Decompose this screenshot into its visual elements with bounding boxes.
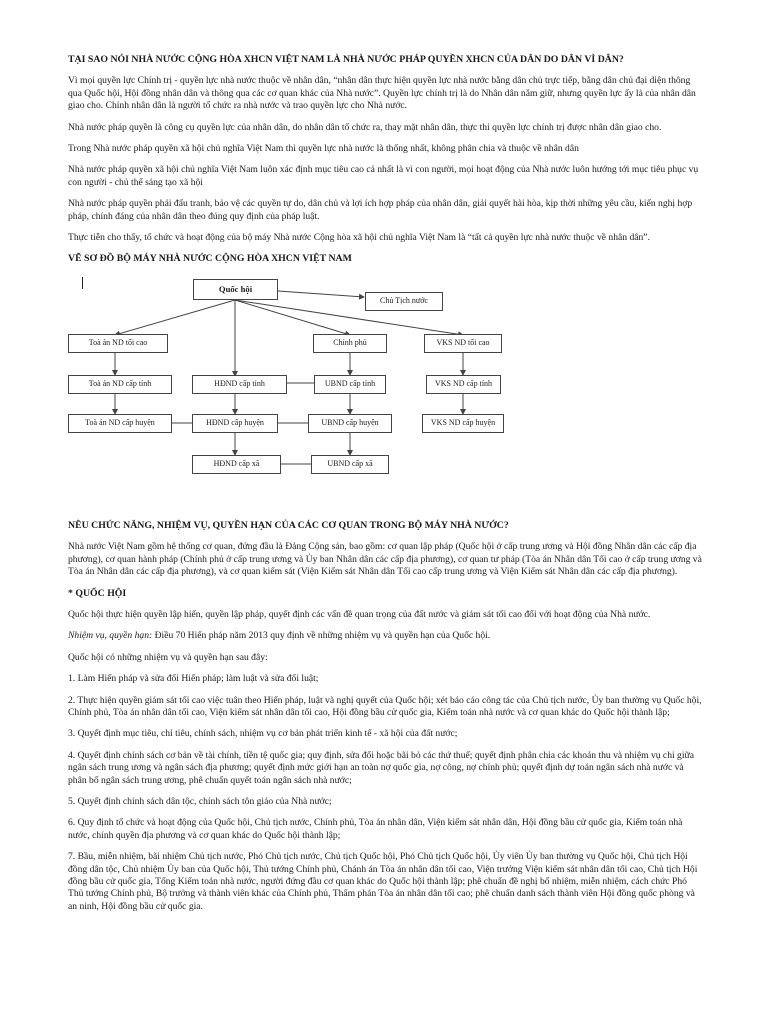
duty-item-4: 4. Quyết định chính sách cơ bản về tài chính, tiền tệ quốc gia; quy định, sửa đổi hoặc bãi bỏ các thứ thuế; quyết định phân chia các khoản thu và nhiệm vụ chi giữa ngân sách trung ương và ngân sách địa phương; quyết định mức giới hạn an toàn nợ quốc gia, nợ công, nợ chính phủ; quyết định dự toán ngân sách nhà nước và phân bổ ngân sách trung ương, phê chuẩn quyết toán ngân sách nhà nước; (68, 749, 694, 786)
duties-text: Điều 70 Hiến pháp năm 2013 quy định về những nhiệm vụ và quyền hạn của Quốc hội. (152, 630, 491, 642)
node-quoc-hoi: Quốc hội (193, 279, 278, 300)
connector-president (278, 291, 364, 297)
node-toa-an-cap-huyen: Toà án ND cấp huyện (68, 414, 172, 433)
node-ubnd-cap-tinh: UBND cấp tỉnh (314, 375, 386, 394)
node-toa-an-cap-tinh: Toà án ND cấp tỉnh (68, 375, 172, 394)
node-ubnd-cap-huyen: UBND cấp huyện (308, 414, 392, 433)
heading-diagram: VẼ SƠ ĐỒ BỘ MÁY NHÀ NƯỚC CỘNG HÒA XHCN VIỆT NAM (68, 253, 352, 265)
intro-paragraph-6: Thực tiễn cho thấy, tổ chức và hoạt động của bộ máy Nhà nước Cộng hòa xã hội chủ nghĩa Việt Nam là “tất cả quyền lực nhà nước thuộc về nhân dân”. (68, 232, 650, 244)
node-chu-tich-nuoc: Chủ Tịch nước (365, 292, 443, 311)
node-vks-cap-huyen: VKS ND cấp huyện (422, 414, 504, 433)
heading-why-rule-of-law: TẠI SAO NÓI NHÀ NƯỚC CỘNG HÒA XHCN VIỆT NAM LÀ NHÀ NƯỚC PHÁP QUYỀN XHCN CỦA DÂN DO DÂN VÌ DÂN? (68, 54, 624, 65)
paragraph-duties (68, 630, 704, 642)
duty-item-6: 6. Quy định tổ chức và hoạt động của Quốc hội, Chủ tịch nước, Chính phủ, Tòa án nhân dân, Viện kiểm sát nhân dân, Hội đồng bầu cử quốc gia, Kiểm toán nhà nước, chính quyền địa phương và cơ quan khác do Quốc hội thành lập; (68, 817, 683, 841)
node-hdnd-cap-xa: HĐND cấp xã (192, 455, 281, 474)
heading-functions: NÊU CHỨC NĂNG, NHIỆM VỤ, QUYỀN HẠN CỦA CÁC CƠ QUAN TRONG BỘ MÁY NHÀ NƯỚC? (68, 519, 509, 531)
duties-label: Nhiệm vụ, quyền hạn: (68, 630, 153, 642)
intro-paragraph-1: Vì mọi quyền lực Chính trị - quyền lực nhà nước thuộc về nhân dân, “nhân dân thực hiện quyền lực nhà nước bằng dân chủ trực tiếp, bằng dân chủ đại diện thông qua Quốc hội, Hội đồng nhân dân và thông qua các cơ quan khác của Nhà nước”. Quyền lực chính trị là do Nhân dân nắm giữ, nhưng quyền lực ấy là của nhân dân giao cho. Chính nhân dân là người tổ chức ra nhà nước và trao quyền lực cho Nhà nước. (68, 75, 696, 112)
duty-item-1: 1. Làm Hiến pháp và sửa đổi Hiến pháp; làm luật và sửa đổi luật; (68, 673, 319, 685)
node-vks-cap-tinh: VKS ND cấp tỉnh (426, 375, 501, 394)
state-apparatus-diagram (68, 275, 704, 510)
duty-item-5: 5. Quyết định chính sách dân tộc, chính sách tôn giáo của Nhà nước; (68, 795, 332, 807)
node-toa-an-toi-cao: Toà án ND tối cao (68, 334, 168, 353)
paragraph-quoc-hoi: Quốc hội thực hiện quyền lập hiến, quyền lập pháp, quyết định các vấn đề quan trọng của đất nước và giám sát tối cao đối với hoạt động của Nhà nước. (68, 608, 651, 620)
node-ubnd-cap-xa: UBND cấp xã (311, 455, 389, 474)
heading-quoc-hoi: * QUỐC HỘI (68, 587, 127, 599)
connector-government (235, 300, 350, 335)
node-chinh-phu: Chính phủ (313, 334, 387, 353)
connector-court-supreme (115, 300, 235, 335)
node-vks-toi-cao: VKS ND tối cao (424, 334, 502, 353)
duty-item-2: 2. Thực hiện quyền giám sát tối cao việc tuân theo Hiến pháp, luật và nghị quyết của Quốc hội; xét báo cáo công tác của Chủ tịch nước, Ủy ban thường vụ Quốc hội, Chính phủ, Tòa án nhân dân tối cao, Viện kiểm sát nhân dân tối cao, Hội đồng bầu cử quốc gia, Kiểm toán nhà nước và cơ quan khác do Quốc hội thành lập; (68, 694, 702, 718)
intro-paragraph-3: Trong Nhà nước pháp quyền xã hội chủ nghĩa Việt Nam thì quyền lực nhà nước là thống nhất, không phân chia và thuộc về nhân dân (68, 143, 579, 155)
document-page (68, 54, 704, 922)
intro-paragraph-2: Nhà nước pháp quyền là công cụ quyền lực của nhân dân, do nhân dân tổ chức ra, thay mặt nhân dân, thực thi quyền lực chính trị được nhân dân giao cho. (68, 121, 662, 133)
node-hdnd-cap-tinh: HĐND cấp tỉnh (192, 375, 287, 394)
duty-item-7: 7. Bầu, miễn nhiệm, bãi nhiệm Chủ tịch nước, Phó Chủ tịch nước, Chủ tịch Quốc hội, Phó Chủ tịch Quốc hội, Ủy viên Ủy ban thường vụ Quốc hội, Chủ tịch Hội đồng dân tộc, Chủ nhiệm Ủy ban của Quốc hội, Thủ tướng Chính phủ, Chánh án Tòa án nhân dân tối cao, Viện trưởng Viện kiểm sát nhân dân tối cao, Chủ tịch Hội đồng bầu cử quốc gia, Tổng Kiểm toán nhà nước, người đứng đầu cơ quan khác do Quốc hội thành lập; phê chuẩn đề nghị bổ nhiệm, miễn nhiệm, cách chức Phó Thủ tướng Chính phủ, Bộ trưởng và thành viên khác của Chính phủ, Thẩm phán Tòa án nhân dân tối cao; phê chuẩn danh sách thành viên Hội đồng quốc phòng và an ninh, Hội đồng bầu cử quốc gia. (68, 851, 698, 912)
intro-paragraph-4: Nhà nước pháp quyền xã hội chủ nghĩa Việt Nam luôn xác định mục tiêu cao cả nhất là vì con người, mọi hoạt động của Nhà nước luôn hướng tới mục tiêu phục vụ con người - chủ thể sáng tạo xã hội (68, 164, 699, 188)
intro-paragraph-5: Nhà nước pháp quyền phải đấu tranh, bảo vệ các quyền tự do, dân chủ và lợi ích hợp pháp của nhân dân, giải quyết hài hòa, kịp thời những yêu cầu, kiến nghị hợp pháp, chính đáng của nhân dân theo đúng quy định của pháp luật. (68, 198, 693, 222)
node-hdnd-cap-huyen: HĐND cấp huyện (192, 414, 278, 433)
list-intro: Quốc hội có những nhiệm vụ và quyền hạn sau đây: (68, 651, 268, 663)
duty-item-3: 3. Quyết định mục tiêu, chỉ tiêu, chính sách, nhiệm vụ cơ bản phát triển kinh tế - xã hội của đất nước; (68, 728, 458, 740)
paragraph-state-system: Nhà nước Việt Nam gồm hệ thống cơ quan, đứng đầu là Đảng Cộng sản, bao gồm: cơ quan lập pháp (Quốc hội ở cấp trung ương và Hội đồng Nhân dân các cấp địa phương), cơ quan hành pháp (Chính phủ ở cấp trung ương và Ủy ban Nhân dân các cấp địa phương), cơ quan tư pháp (Tòa án Nhân dân Tối cao ở cấp trung ương và Tòa án Nhân dân các cấp địa phương), và cơ quan kiểm sát (Viện Kiểm sát Nhân dân Tối cao cấp trung ương và Viện Kiểm sát Nhân dân các cấp địa phương). (68, 541, 702, 578)
